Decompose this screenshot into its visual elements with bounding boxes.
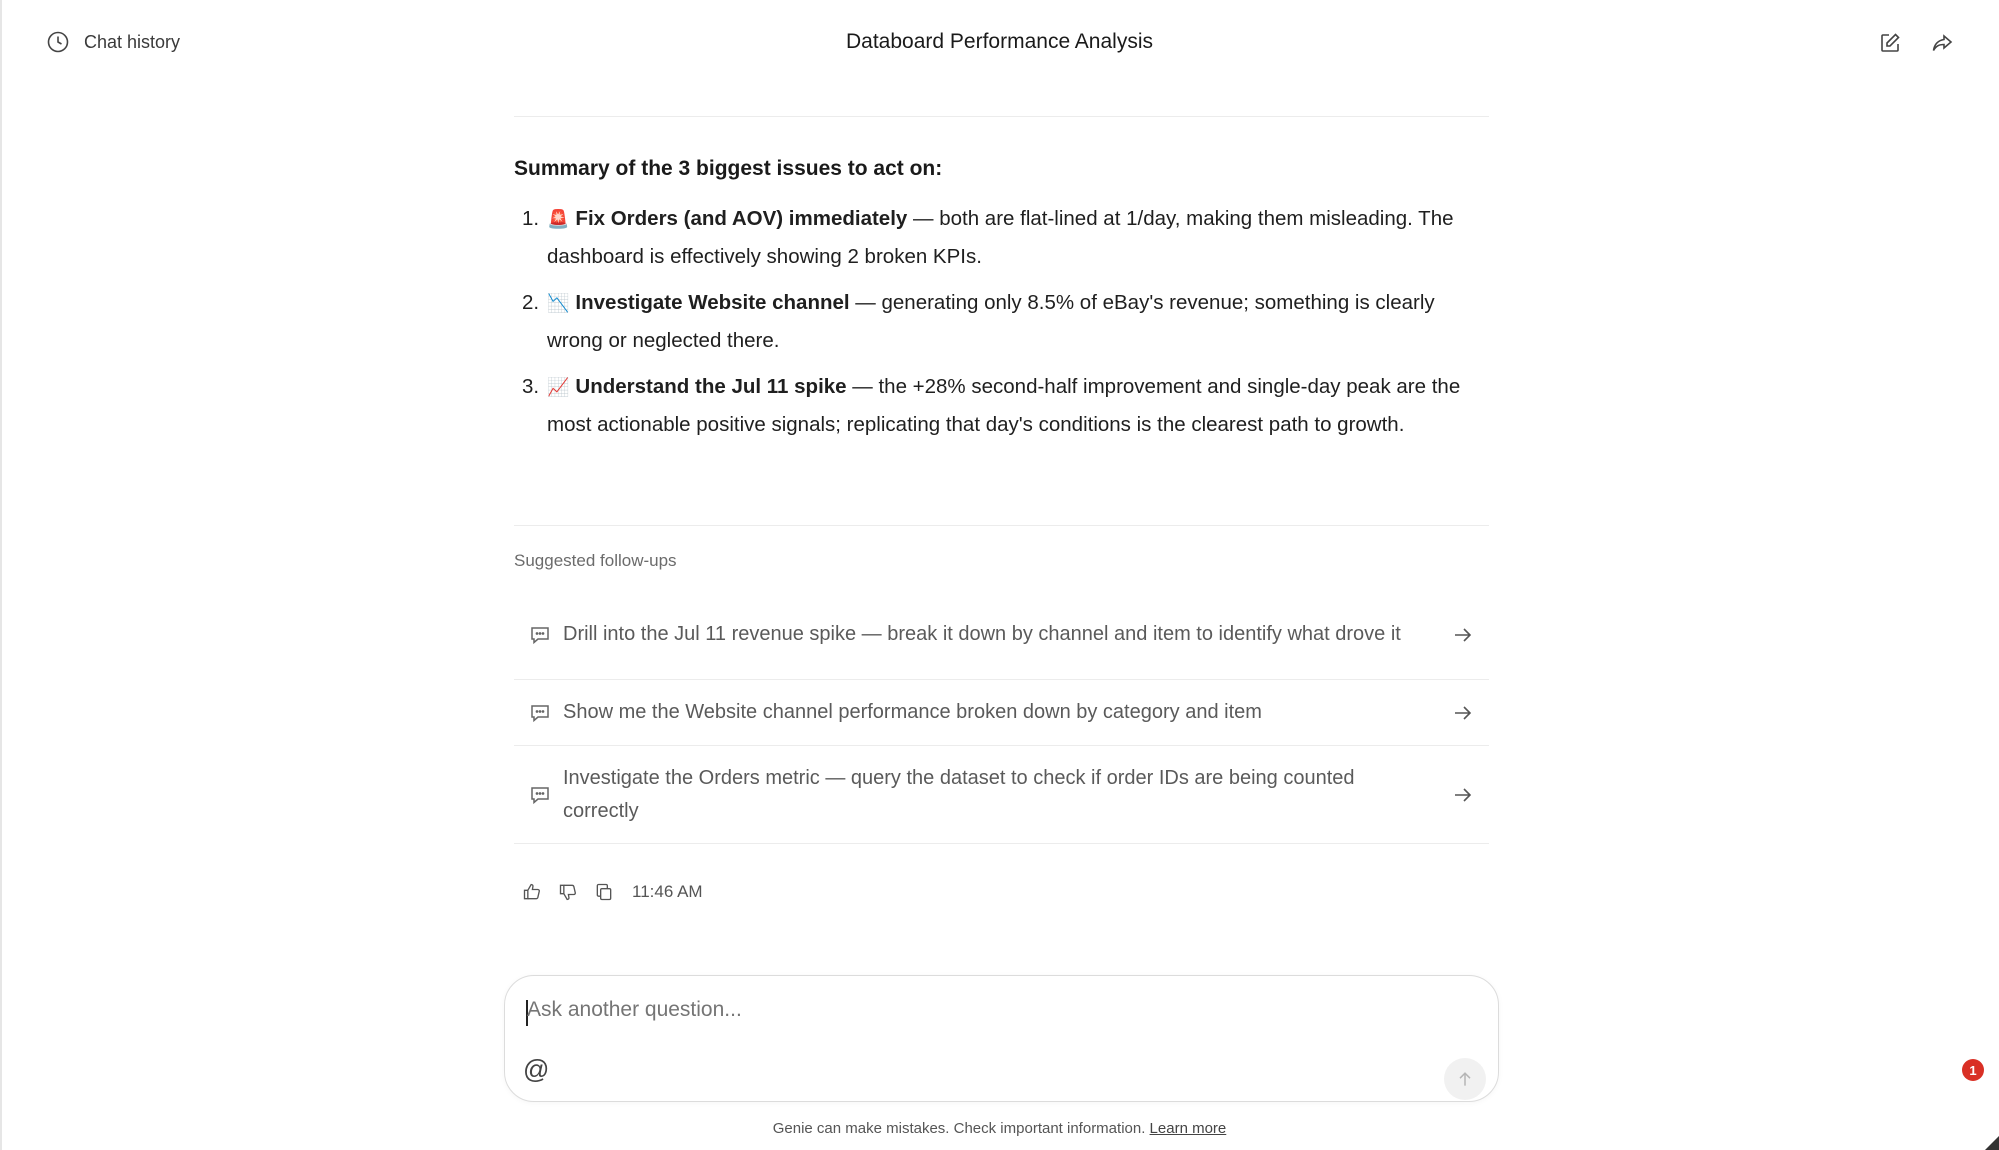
copy-icon	[594, 882, 614, 902]
edit-icon	[1878, 31, 1902, 55]
chat-bubble-icon	[528, 623, 552, 647]
thumbs-up-icon	[522, 882, 542, 902]
header	[0, 0, 1999, 86]
copy-button[interactable]	[592, 880, 616, 904]
thumbs-down-icon	[558, 882, 578, 902]
page-title: Databoard Performance Analysis	[846, 30, 1153, 53]
question-input[interactable]	[527, 998, 1427, 1022]
followup-item[interactable]	[514, 746, 1489, 844]
followup-item[interactable]	[514, 680, 1489, 746]
left-border	[0, 0, 2, 1150]
followup-text: Drill into the Jul 11 revenue spike — break it down by channel and item to identify what drove it	[563, 623, 1401, 645]
chat-bubble-icon	[528, 701, 552, 725]
list-item	[514, 200, 1489, 276]
thumbs-up-button[interactable]	[520, 880, 544, 904]
send-button[interactable]	[1444, 1058, 1486, 1100]
followups-label: Suggested follow-ups	[514, 551, 677, 570]
divider	[514, 525, 1489, 526]
arrow-right-icon	[1451, 623, 1475, 647]
message-timestamp: 11:46 AM	[632, 882, 703, 901]
mention-button[interactable]: @	[523, 1054, 550, 1084]
issue-heading: Understand the Jul 11 spike	[575, 375, 847, 398]
list-item	[514, 368, 1489, 444]
issue-heading: Fix Orders (and AOV) immediately	[575, 207, 908, 230]
share-icon	[1930, 31, 1954, 55]
list-number: 1.	[522, 207, 540, 230]
divider	[514, 116, 1489, 117]
thumbs-down-button[interactable]	[556, 880, 580, 904]
issue-text: — the +28% second-half improvement and single-day peak are the most actionable positive signals; replicating that day's conditions is the clearest path to growth.	[547, 375, 1461, 436]
arrow-up-icon	[1455, 1069, 1475, 1089]
edit-button[interactable]	[1877, 30, 1903, 56]
disclaimer-text: Genie can make mistakes. Check important information.	[772, 1120, 1146, 1137]
followup-text: Show me the Website channel performance broken down by category and item	[563, 701, 1262, 723]
issue-text: — both are flat-lined at 1/day, making them misleading. The dashboard is effectively showing 2 broken KPIs.	[547, 207, 1454, 268]
arrow-right-icon	[1451, 701, 1475, 725]
disclaimer	[0, 1120, 1999, 1137]
issues-list	[514, 200, 1489, 452]
followup-item[interactable]	[514, 590, 1489, 680]
chat-bubble-icon	[528, 783, 552, 807]
followup-text: Investigate the Orders metric — query the dataset to check if order IDs are being counted correctly	[563, 766, 1355, 822]
chat-history-label: Chat history	[84, 31, 181, 52]
resize-handle[interactable]	[1985, 1136, 1999, 1150]
siren-icon: 🚨	[547, 209, 570, 229]
learn-more-link[interactable]: Learn more	[1149, 1120, 1227, 1137]
issue-text: — generating only 8.5% of eBay's revenue; something is clearly wrong or neglected there.	[547, 291, 1435, 352]
chart-increasing-icon: 📈	[547, 377, 570, 397]
chart-decreasing-icon: 📉	[547, 293, 570, 313]
list-item	[514, 284, 1489, 360]
message-actions	[520, 880, 703, 904]
arrow-right-icon	[1451, 783, 1475, 807]
list-number: 3.	[522, 375, 540, 398]
share-button[interactable]	[1929, 30, 1955, 56]
list-number: 2.	[522, 291, 540, 314]
composer	[504, 975, 1499, 1102]
issue-heading: Investigate Website channel	[575, 291, 850, 314]
notification-badge[interactable]: 1	[1962, 1059, 1984, 1081]
summary-title: Summary of the 3 biggest issues to act on:	[514, 157, 943, 180]
